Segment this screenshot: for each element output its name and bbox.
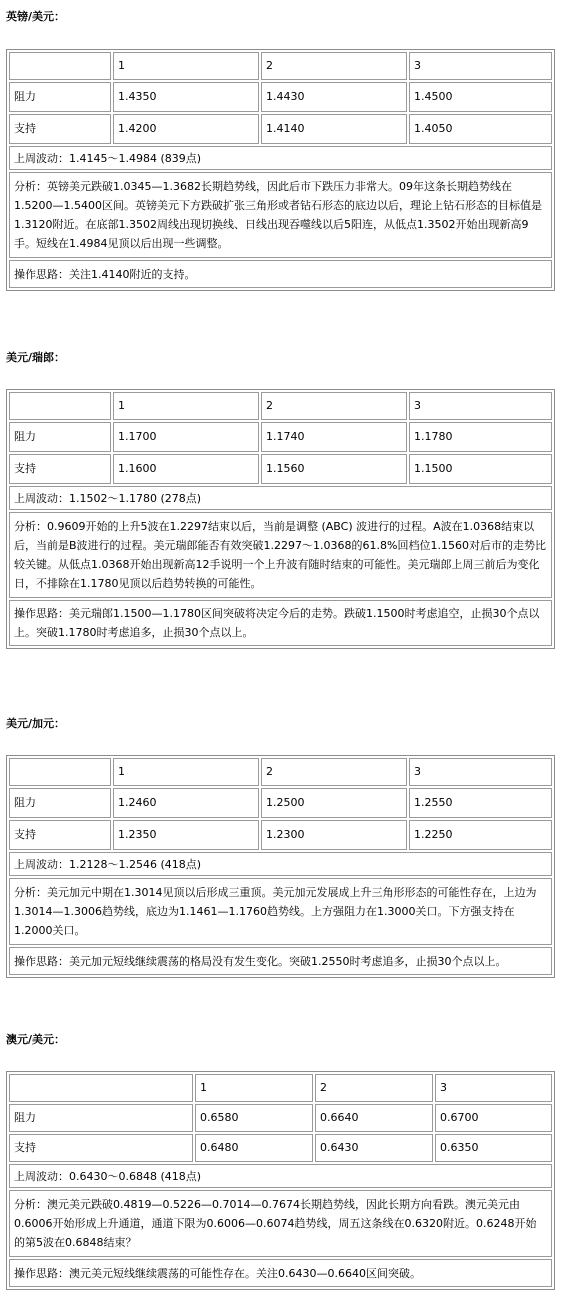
value-cell: 0.6700 xyxy=(435,1104,552,1132)
header-cell-1: 1 xyxy=(113,758,259,786)
value-cell: 0.6640 xyxy=(315,1104,433,1132)
strategy-text: 操作思路：关注1.4140附近的支持。 xyxy=(9,260,552,288)
value-cell: 1.4350 xyxy=(113,82,259,112)
value-cell: 1.1780 xyxy=(409,422,552,452)
row-label: 支持 xyxy=(9,820,111,850)
header-cell-empty xyxy=(9,758,111,786)
table-row-resistance xyxy=(9,422,552,452)
analysis-text: 分析：英镑美元跌破1.0345—1.3682长期趋势线，因此后市下跌压力非常大。09年这条长期趋势线在1.5200—1.5400区间。英镑美元下方跌破扩张三角形或者钻石形态的底边以后，理论上钻石形态的目标值是1.3120附近。在底部1.3502周线出现切换线、日线出现吞噬线以后5阳连，从低点1.3502开始出现新高9手。短线在1.4984见顶以后出现一些调整。 xyxy=(9,172,552,258)
header-cell-empty xyxy=(9,1074,193,1102)
table-row-support xyxy=(9,1134,552,1162)
row-label: 阻力 xyxy=(9,422,111,452)
value-cell: 1.4430 xyxy=(261,82,407,112)
table-audusd xyxy=(6,1071,555,1290)
table-row-resistance xyxy=(9,1104,552,1132)
row-label: 阻力 xyxy=(9,82,111,112)
value-cell: 1.1740 xyxy=(261,422,407,452)
row-label: 阻力 xyxy=(9,1104,193,1132)
table-row-support xyxy=(9,820,552,850)
table-usdcad xyxy=(6,755,555,978)
header-cell-3: 3 xyxy=(435,1074,552,1102)
strategy-text: 操作思路：澳元美元短线继续震荡的可能性存在。关注0.6430—0.6640区间突破。 xyxy=(9,1259,552,1287)
value-cell: 1.2500 xyxy=(261,788,407,818)
row-label: 支持 xyxy=(9,1134,193,1162)
table-usdchf xyxy=(6,389,555,649)
value-cell: 1.2350 xyxy=(113,820,259,850)
value-cell: 1.4050 xyxy=(409,114,552,144)
row-label: 阻力 xyxy=(9,788,111,818)
analysis-text: 分析：澳元美元跌破0.4819—0.5226—0.7014—0.7674长期趋势线，因此长期方向看跌。澳元美元由0.6006开始形成上升通道，通道下限为0.6006—0.6074趋势线，周五这条线在0.6320附近。0.6248开始的第5波在0.6848结束？ xyxy=(9,1190,552,1257)
table-gbpusd xyxy=(6,49,555,291)
weekly-range: 上周波动：1.1502～1.1780 (278点) xyxy=(9,486,552,510)
header-cell-3: 3 xyxy=(409,392,552,420)
table-row-resistance xyxy=(9,82,552,112)
value-cell: 1.2300 xyxy=(261,820,407,850)
value-cell: 1.1600 xyxy=(113,454,259,484)
value-cell: 0.6350 xyxy=(435,1134,552,1162)
weekly-range: 上周波动：1.2128～1.2546 (418点) xyxy=(9,852,552,876)
value-cell: 1.1560 xyxy=(261,454,407,484)
weekly-range: 上周波动：1.4145～1.4984 (839点) xyxy=(9,146,552,170)
value-cell: 0.6430 xyxy=(315,1134,433,1162)
section-title-gbpusd: 英镑/美元： xyxy=(6,10,66,23)
table-row-support xyxy=(9,114,552,144)
strategy-text: 操作思路：美元瑞郎1.1500—1.1780区间突破将决定今后的走势。跌破1.1500时考虑追空，止损30个点以上。突破1.1780时考虑追多，止损30个点以上。 xyxy=(9,600,552,646)
table-row-resistance xyxy=(9,788,552,818)
header-cell-empty xyxy=(9,392,111,420)
row-label: 支持 xyxy=(9,114,111,144)
header-cell-2: 2 xyxy=(261,52,407,80)
table-row-support xyxy=(9,454,552,484)
value-cell: 1.4200 xyxy=(113,114,259,144)
header-cell-1: 1 xyxy=(195,1074,313,1102)
header-cell-2: 2 xyxy=(261,758,407,786)
header-cell-3: 3 xyxy=(409,758,552,786)
value-cell: 1.2250 xyxy=(409,820,552,850)
value-cell: 1.4500 xyxy=(409,82,552,112)
value-cell: 0.6480 xyxy=(195,1134,313,1162)
table-header-row xyxy=(9,52,552,80)
section-title-usdcad: 美元/加元： xyxy=(6,717,66,730)
header-cell-2: 2 xyxy=(261,392,407,420)
value-cell: 0.6580 xyxy=(195,1104,313,1132)
analysis-text: 分析：美元加元中期在1.3014见顶以后形成三重顶。美元加元发展成上升三角形形态的可能性存在，上边为1.3014—1.3006趋势线，底边为1.1461—1.1760趋势线。上方强阻力在1.3000关口。下方强支持在1.2000关口。 xyxy=(9,878,552,945)
header-cell-empty xyxy=(9,52,111,80)
value-cell: 1.1700 xyxy=(113,422,259,452)
header-cell-2: 2 xyxy=(315,1074,433,1102)
analysis-text: 分析：0.9609开始的上升5波在1.2297结束以后，当前是调整 (ABC) 波进行的过程。A波在1.0368结束以后，当前是B波进行的过程。美元瑞郎能否有效突破1.2297～1.0368的61.8%回档位1.1560对后市的走势比较关键。从低点1.0368开始出现新高12手说明一个上升波有随时结束的可能性。美元瑞郎上周三前后为变化日，不排除在1.1780见顶以后趋势转换的可能性。 xyxy=(9,512,552,598)
section-title-usdchf: 美元/瑞郎： xyxy=(6,351,66,364)
header-cell-1: 1 xyxy=(113,392,259,420)
row-label: 支持 xyxy=(9,454,111,484)
header-cell-1: 1 xyxy=(113,52,259,80)
strategy-text: 操作思路：美元加元短线继续震荡的格局没有发生变化。突破1.2550时考虑追多，止损30个点以上。 xyxy=(9,947,552,975)
table-header-row xyxy=(9,392,552,420)
value-cell: 1.1500 xyxy=(409,454,552,484)
table-header-row xyxy=(9,1074,552,1102)
value-cell: 1.2550 xyxy=(409,788,552,818)
section-title-audusd: 澳元/美元： xyxy=(6,1033,66,1046)
value-cell: 1.2460 xyxy=(113,788,259,818)
weekly-range: 上周波动：0.6430～0.6848 (418点) xyxy=(9,1164,552,1188)
header-cell-3: 3 xyxy=(409,52,552,80)
table-header-row xyxy=(9,758,552,786)
value-cell: 1.4140 xyxy=(261,114,407,144)
